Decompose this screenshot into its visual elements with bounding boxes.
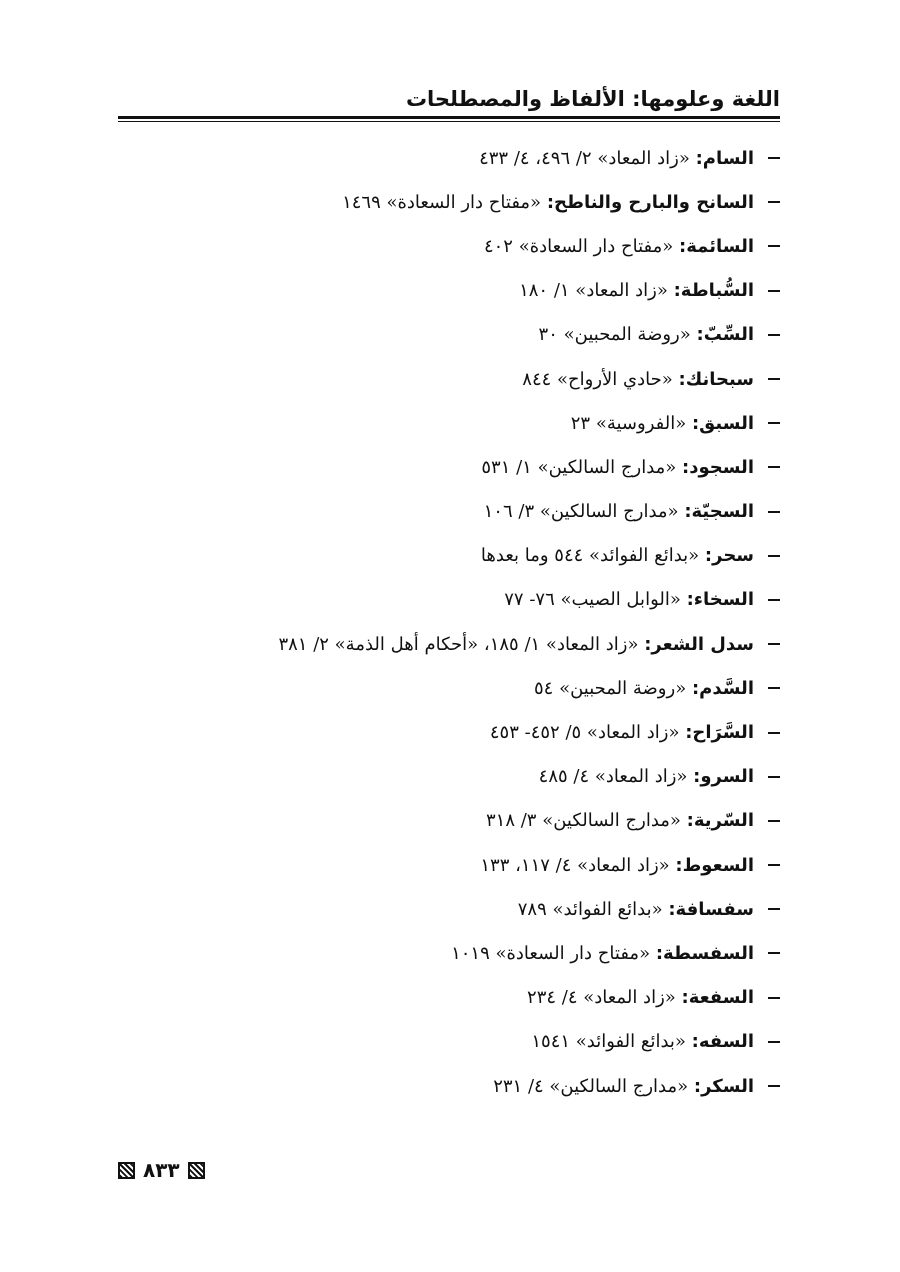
page-footer xyxy=(118,1157,205,1183)
list-item xyxy=(120,313,780,357)
dash-bullet xyxy=(768,732,780,734)
entry-reference: «الوابل الصيب» ٧٦- ٧٧ xyxy=(504,589,681,611)
dash-bullet xyxy=(768,643,780,645)
entry-reference: «زاد المعاد» ١/ ١٨٠ xyxy=(519,280,668,302)
list-item xyxy=(120,534,780,578)
list-item xyxy=(120,1020,780,1064)
list-item xyxy=(120,357,780,401)
dash-bullet xyxy=(768,952,780,954)
dash-bullet xyxy=(768,776,780,778)
entry-reference: «مدارج السالكين» ٣/ ١٠٦ xyxy=(483,501,679,523)
list-item xyxy=(120,1064,780,1108)
list-item xyxy=(120,180,780,224)
header-rule-thick xyxy=(118,116,780,119)
dash-bullet xyxy=(768,1085,780,1087)
entry-reference: «زاد المعاد» ٥/ ٤٥٢- ٤٥٣ xyxy=(489,722,680,744)
entry-term: السِّبّ: xyxy=(696,324,754,346)
entry-term: السفسطة: xyxy=(655,942,754,964)
dash-bullet xyxy=(768,820,780,822)
list-item xyxy=(120,887,780,931)
entry-term: السفعة: xyxy=(681,987,754,1009)
list-item xyxy=(120,931,780,975)
list-item xyxy=(120,401,780,445)
dash-bullet xyxy=(768,997,780,999)
dash-bullet xyxy=(768,908,780,910)
entry-term: السُّباطة: xyxy=(673,280,754,302)
list-item xyxy=(120,578,780,622)
list-item xyxy=(120,666,780,710)
list-item xyxy=(120,799,780,843)
dash-bullet xyxy=(768,687,780,689)
entry-reference: «بدائع الفوائد» ٧٨٩ xyxy=(517,898,663,920)
list-item xyxy=(120,710,780,754)
running-header xyxy=(118,84,780,122)
entry-reference: «زاد المعاد» ١/ ١٨٥، «أحكام أهل الذمة» ٢/ ٣٨١ xyxy=(278,633,639,655)
entry-term: السبق: xyxy=(691,412,754,434)
entry-term: السخاء: xyxy=(686,589,754,611)
list-item xyxy=(120,622,780,666)
list-item xyxy=(120,976,780,1020)
entry-reference: «حادي الأرواح» ٨٤٤ xyxy=(522,368,673,390)
entry-reference: «روضة المحبين» ٣٠ xyxy=(538,324,691,346)
entry-reference: «زاد المعاد» ٤/ ٤٨٥ xyxy=(538,766,688,788)
dash-bullet xyxy=(768,422,780,424)
entry-term: السائمة: xyxy=(679,235,754,257)
entry-term: السرو: xyxy=(693,766,754,788)
entry-reference: «مدارج السالكين» ٤/ ٢٣١ xyxy=(493,1075,689,1097)
ornament-left-icon xyxy=(118,1162,135,1179)
ornament-right-icon xyxy=(188,1162,205,1179)
entry-term: سبحانك: xyxy=(678,368,754,390)
list-item xyxy=(120,224,780,268)
dash-bullet xyxy=(768,466,780,468)
entry-reference: «زاد المعاد» ٤/ ١١٧، ١٣٣ xyxy=(480,854,670,876)
page-number: ٨٣٣ xyxy=(143,1158,180,1182)
dash-bullet xyxy=(768,555,780,557)
dash-bullet xyxy=(768,864,780,866)
dash-bullet xyxy=(768,378,780,380)
entry-term: السعوط: xyxy=(675,854,754,876)
entry-reference: «بدائع الفوائد» ٥٤٤ وما بعدها xyxy=(480,545,700,567)
entry-reference: «مفتاح دار السعادة» ١٠١٩ xyxy=(451,942,651,964)
entry-reference: «مفتاح دار السعادة» ٤٠٢ xyxy=(483,235,674,257)
dash-bullet xyxy=(768,245,780,247)
entry-reference: «روضة المحبين» ٥٤ xyxy=(534,677,687,699)
entry-term: السجود: xyxy=(682,456,754,478)
entry-reference: «مدارج السالكين» ١/ ٥٣١ xyxy=(481,456,677,478)
list-item xyxy=(120,843,780,887)
dash-bullet xyxy=(768,290,780,292)
entry-term: السجيّة: xyxy=(684,501,754,523)
entry-list xyxy=(120,136,780,1108)
entry-reference: «زاد المعاد» ٤/ ٢٣٤ xyxy=(527,987,676,1009)
entry-term: السّرية: xyxy=(686,810,754,832)
entry-term: السَّرَاح: xyxy=(685,722,754,744)
entry-term: سفسافة: xyxy=(668,898,754,920)
dash-bullet xyxy=(768,511,780,513)
entry-reference: «الفروسية» ٢٣ xyxy=(570,412,687,434)
list-item xyxy=(120,490,780,534)
list-item xyxy=(120,269,780,313)
entry-term: السانح والبارح والناطح: xyxy=(546,191,754,213)
list-item xyxy=(120,755,780,799)
header-rule-thin xyxy=(118,121,780,122)
dash-bullet xyxy=(768,599,780,601)
dash-bullet xyxy=(768,157,780,159)
dash-bullet xyxy=(768,201,780,203)
entry-term: سحر: xyxy=(704,545,754,567)
entry-reference: «مدارج السالكين» ٣/ ٣١٨ xyxy=(485,810,681,832)
header-title: اللغة وعلومها: الألفاظ والمصطلحات xyxy=(405,87,780,111)
entry-term: السفه: xyxy=(691,1031,754,1053)
entry-term: السام: xyxy=(695,147,754,169)
dash-bullet xyxy=(768,1041,780,1043)
list-item xyxy=(120,136,780,180)
list-item xyxy=(120,445,780,489)
entry-term: السكر: xyxy=(693,1075,754,1097)
entry-term: السَّدم: xyxy=(691,677,754,699)
entry-reference: «بدائع الفوائد» ١٥٤١ xyxy=(531,1031,686,1053)
entry-reference: «مفتاح دار السعادة» ١٤٦٩ xyxy=(342,191,542,213)
dash-bullet xyxy=(768,334,780,336)
entry-reference: «زاد المعاد» ٢/ ٤٩٦، ٤/ ٤٣٣ xyxy=(479,147,690,169)
entry-term: سدل الشعر: xyxy=(644,633,754,655)
